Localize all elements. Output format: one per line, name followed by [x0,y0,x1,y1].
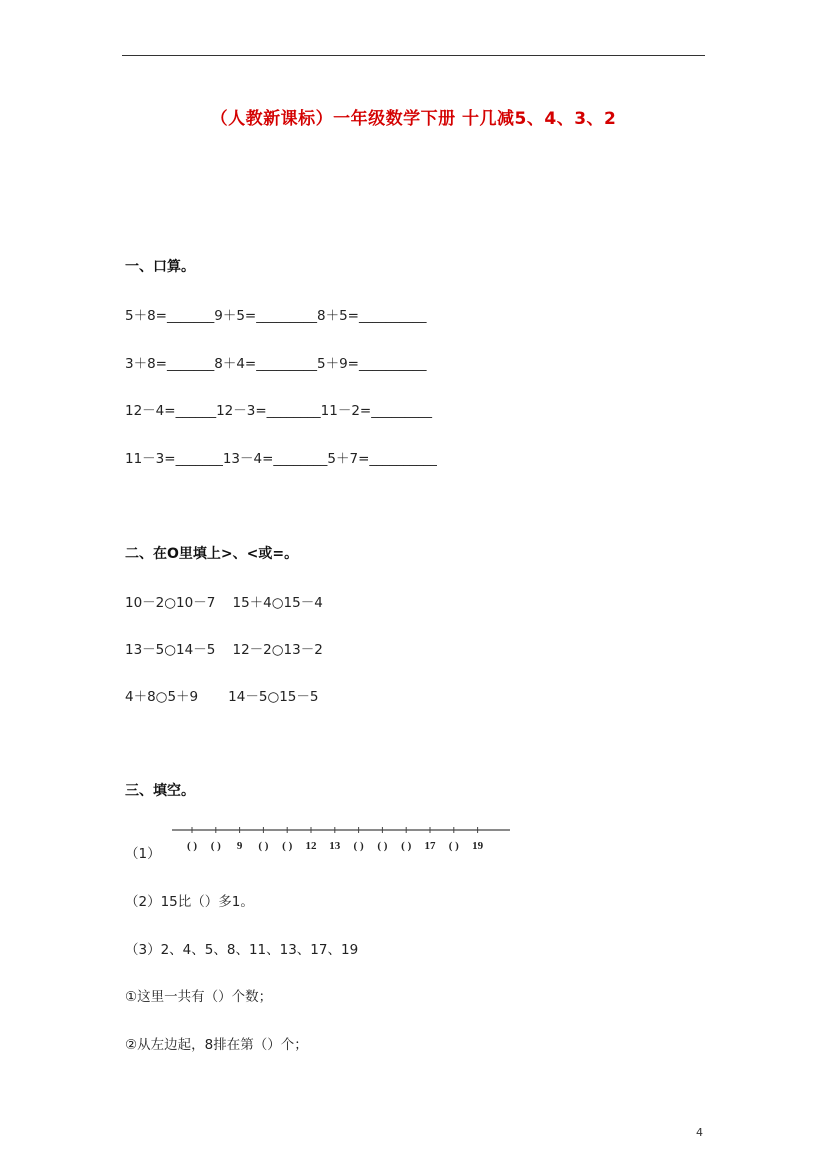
question-3: （3）2、4、5、8、11、13、17、19 [125,942,359,958]
document-title: （人教新课标）一年级数学下册 十几减5、4、3、2 [210,109,617,129]
question-3a: ①这里一共有（）个数； [125,989,273,1005]
number-line-label: ( ) [186,840,198,852]
number-line-label: 19 [472,840,484,852]
question-1-label: （1） [125,846,161,862]
number-line-label: 9 [236,840,243,852]
oral-calc-line-3: 12－4=______12－3=________11－2=_________ [125,403,432,419]
number-line-label: ( ) [377,840,388,852]
compare-line-3: 4＋8○5＋9 14－5○15－5 [125,689,319,705]
number-line-figure [170,826,515,856]
number-line-label: ( ) [210,840,221,852]
number-line-label: ( ) [448,840,459,852]
number-line-label: 13 [329,840,341,852]
number-line-label: 12 [305,840,317,852]
question-3b: ②从左边起，8排在第（）个； [125,1037,308,1053]
oral-calc-line-4: 11－3=_______13－4=________5＋7=__________ [125,451,437,467]
compare-line-2: 13－5○14－5 12－2○13－2 [125,642,323,658]
number-line-label: 17 [424,840,436,852]
number-line-label: ( ) [353,840,364,852]
section-1-heading: 一、口算。 [125,259,195,275]
number-line-label: ( ) [401,840,412,852]
section-2-heading: 二、在O里填上>、<或=。 [125,546,299,562]
number-line-label: ( ) [282,840,293,852]
section-3-heading: 三、填空。 [125,783,195,799]
header-rule [122,55,705,56]
page-number: 4 [696,1126,703,1139]
question-2: （2）15比（）多1。 [125,894,254,910]
oral-calc-line-1: 5＋8=_______9＋5=_________8＋5=__________ [125,308,427,324]
compare-line-1: 10－2○10－7 15＋4○15－4 [125,595,323,611]
number-line-label: ( ) [258,840,269,852]
oral-calc-line-2: 3＋8=_______8＋4=_________5＋9=__________ [125,356,427,372]
